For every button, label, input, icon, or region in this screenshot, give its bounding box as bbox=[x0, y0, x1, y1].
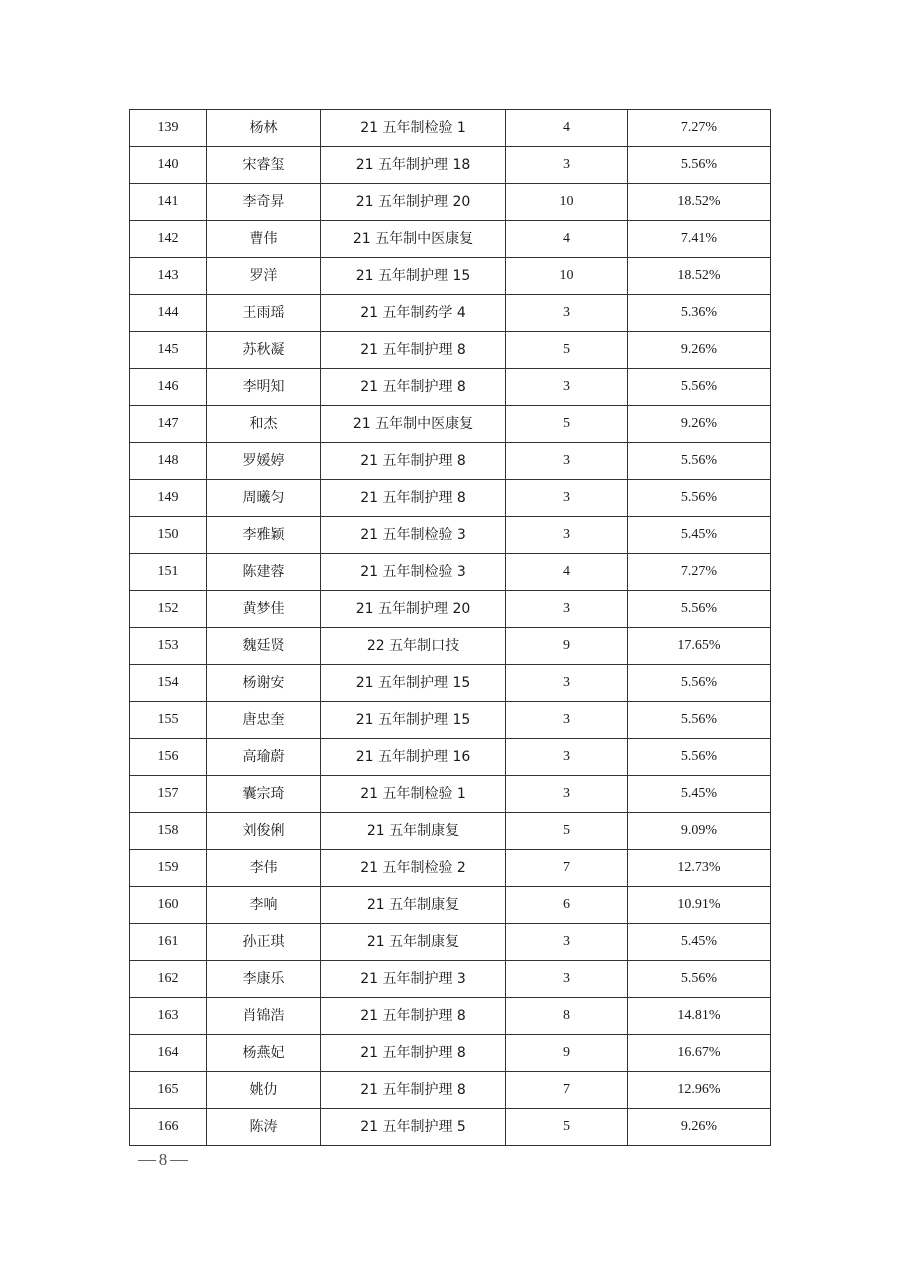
row-number-cell: 140 bbox=[130, 147, 207, 184]
percentage-cell: 14.81% bbox=[628, 998, 771, 1035]
student-name-cell: 李雅颖 bbox=[207, 517, 321, 554]
student-name-cell: 李明知 bbox=[207, 369, 321, 406]
student-name-cell: 罗洋 bbox=[207, 258, 321, 295]
table-row bbox=[130, 924, 771, 961]
percentage-cell: 17.65% bbox=[628, 628, 771, 665]
percentage-cell: 5.45% bbox=[628, 517, 771, 554]
count-cell: 7 bbox=[506, 850, 628, 887]
row-number-cell: 142 bbox=[130, 221, 207, 258]
class-name-cell: 21 五年制护理 8 bbox=[321, 480, 506, 517]
table-row bbox=[130, 591, 771, 628]
class-name-cell: 21 五年制护理 8 bbox=[321, 998, 506, 1035]
row-number-cell: 145 bbox=[130, 332, 207, 369]
percentage-cell: 16.67% bbox=[628, 1035, 771, 1072]
table-row bbox=[130, 739, 771, 776]
student-name-cell: 黄梦佳 bbox=[207, 591, 321, 628]
percentage-cell: 18.52% bbox=[628, 258, 771, 295]
percentage-cell: 5.56% bbox=[628, 591, 771, 628]
table-row bbox=[130, 776, 771, 813]
percentage-cell: 7.27% bbox=[628, 110, 771, 147]
row-number-cell: 144 bbox=[130, 295, 207, 332]
row-number-cell: 152 bbox=[130, 591, 207, 628]
row-number-cell: 166 bbox=[130, 1109, 207, 1146]
table-row bbox=[130, 110, 771, 147]
student-name-cell: 周曦匀 bbox=[207, 480, 321, 517]
row-number-cell: 141 bbox=[130, 184, 207, 221]
row-number-cell: 165 bbox=[130, 1072, 207, 1109]
row-number-cell: 151 bbox=[130, 554, 207, 591]
student-name-cell: 肖锦浩 bbox=[207, 998, 321, 1035]
table-row bbox=[130, 628, 771, 665]
student-name-cell: 罗媛婷 bbox=[207, 443, 321, 480]
class-name-cell: 21 五年制护理 8 bbox=[321, 369, 506, 406]
student-name-cell: 囊宗琦 bbox=[207, 776, 321, 813]
row-number-cell: 150 bbox=[130, 517, 207, 554]
row-number-cell: 157 bbox=[130, 776, 207, 813]
class-name-cell: 21 五年制护理 20 bbox=[321, 591, 506, 628]
student-name-cell: 李康乐 bbox=[207, 961, 321, 998]
row-number-cell: 161 bbox=[130, 924, 207, 961]
count-cell: 4 bbox=[506, 221, 628, 258]
count-cell: 3 bbox=[506, 961, 628, 998]
count-cell: 4 bbox=[506, 110, 628, 147]
count-cell: 9 bbox=[506, 628, 628, 665]
row-number-cell: 158 bbox=[130, 813, 207, 850]
percentage-cell: 5.56% bbox=[628, 739, 771, 776]
table-row bbox=[130, 702, 771, 739]
student-name-cell: 魏廷贤 bbox=[207, 628, 321, 665]
row-number-cell: 162 bbox=[130, 961, 207, 998]
student-name-cell: 陈涛 bbox=[207, 1109, 321, 1146]
student-name-cell: 宋睿玺 bbox=[207, 147, 321, 184]
percentage-cell: 7.27% bbox=[628, 554, 771, 591]
count-cell: 3 bbox=[506, 924, 628, 961]
table-row bbox=[130, 517, 771, 554]
count-cell: 9 bbox=[506, 1035, 628, 1072]
table-row bbox=[130, 369, 771, 406]
student-name-cell: 王雨瑶 bbox=[207, 295, 321, 332]
table-row bbox=[130, 813, 771, 850]
student-name-cell: 唐忠奎 bbox=[207, 702, 321, 739]
percentage-cell: 9.09% bbox=[628, 813, 771, 850]
percentage-cell: 9.26% bbox=[628, 1109, 771, 1146]
percentage-cell: 5.56% bbox=[628, 147, 771, 184]
student-name-cell: 姚仂 bbox=[207, 1072, 321, 1109]
percentage-cell: 7.41% bbox=[628, 221, 771, 258]
table-row bbox=[130, 147, 771, 184]
count-cell: 8 bbox=[506, 998, 628, 1035]
table-body bbox=[130, 110, 771, 1146]
percentage-cell: 5.36% bbox=[628, 295, 771, 332]
count-cell: 6 bbox=[506, 887, 628, 924]
class-name-cell: 21 五年制护理 8 bbox=[321, 1072, 506, 1109]
class-name-cell: 22 五年制口技 bbox=[321, 628, 506, 665]
count-cell: 5 bbox=[506, 813, 628, 850]
class-name-cell: 21 五年制检验 1 bbox=[321, 776, 506, 813]
page-number bbox=[134, 1150, 192, 1170]
student-name-cell: 高瑜蔚 bbox=[207, 739, 321, 776]
percentage-cell: 9.26% bbox=[628, 406, 771, 443]
percentage-cell: 18.52% bbox=[628, 184, 771, 221]
count-cell: 3 bbox=[506, 480, 628, 517]
class-name-cell: 21 五年制药学 4 bbox=[321, 295, 506, 332]
count-cell: 5 bbox=[506, 406, 628, 443]
count-cell: 3 bbox=[506, 702, 628, 739]
table-row bbox=[130, 332, 771, 369]
percentage-cell: 5.56% bbox=[628, 702, 771, 739]
count-cell: 3 bbox=[506, 147, 628, 184]
class-name-cell: 21 五年制中医康复 bbox=[321, 406, 506, 443]
count-cell: 3 bbox=[506, 665, 628, 702]
student-name-cell: 杨谢安 bbox=[207, 665, 321, 702]
count-cell: 10 bbox=[506, 258, 628, 295]
class-name-cell: 21 五年制护理 15 bbox=[321, 702, 506, 739]
row-number-cell: 156 bbox=[130, 739, 207, 776]
student-name-cell: 和杰 bbox=[207, 406, 321, 443]
row-number-cell: 154 bbox=[130, 665, 207, 702]
class-name-cell: 21 五年制康复 bbox=[321, 924, 506, 961]
count-cell: 7 bbox=[506, 1072, 628, 1109]
count-cell: 3 bbox=[506, 739, 628, 776]
class-name-cell: 21 五年制检验 1 bbox=[321, 110, 506, 147]
table-row bbox=[130, 1035, 771, 1072]
percentage-cell: 5.56% bbox=[628, 961, 771, 998]
student-name-cell: 刘俊俐 bbox=[207, 813, 321, 850]
count-cell: 3 bbox=[506, 295, 628, 332]
page-number-left-dash bbox=[138, 1160, 156, 1161]
class-name-cell: 21 五年制护理 3 bbox=[321, 961, 506, 998]
table-row bbox=[130, 665, 771, 702]
row-number-cell: 153 bbox=[130, 628, 207, 665]
percentage-cell: 12.73% bbox=[628, 850, 771, 887]
class-name-cell: 21 五年制康复 bbox=[321, 813, 506, 850]
class-name-cell: 21 五年制护理 8 bbox=[321, 443, 506, 480]
class-name-cell: 21 五年制护理 15 bbox=[321, 665, 506, 702]
row-number-cell: 147 bbox=[130, 406, 207, 443]
student-name-cell: 孙正琪 bbox=[207, 924, 321, 961]
count-cell: 3 bbox=[506, 369, 628, 406]
class-name-cell: 21 五年制检验 2 bbox=[321, 850, 506, 887]
count-cell: 3 bbox=[506, 591, 628, 628]
row-number-cell: 149 bbox=[130, 480, 207, 517]
student-name-cell: 李伟 bbox=[207, 850, 321, 887]
count-cell: 3 bbox=[506, 517, 628, 554]
student-name-cell: 苏秋凝 bbox=[207, 332, 321, 369]
table-row bbox=[130, 998, 771, 1035]
class-name-cell: 21 五年制检验 3 bbox=[321, 554, 506, 591]
table-row bbox=[130, 1109, 771, 1146]
percentage-cell: 5.45% bbox=[628, 776, 771, 813]
table-row bbox=[130, 887, 771, 924]
page-number-right-dash bbox=[170, 1160, 188, 1161]
table-row bbox=[130, 443, 771, 480]
table-row bbox=[130, 1072, 771, 1109]
percentage-cell: 9.26% bbox=[628, 332, 771, 369]
count-cell: 10 bbox=[506, 184, 628, 221]
table-row bbox=[130, 221, 771, 258]
student-name-cell: 李响 bbox=[207, 887, 321, 924]
row-number-cell: 148 bbox=[130, 443, 207, 480]
student-table bbox=[129, 109, 771, 1146]
class-name-cell: 21 五年制护理 8 bbox=[321, 332, 506, 369]
row-number-cell: 163 bbox=[130, 998, 207, 1035]
percentage-cell: 5.56% bbox=[628, 369, 771, 406]
percentage-cell: 5.56% bbox=[628, 443, 771, 480]
student-name-cell: 李奇昇 bbox=[207, 184, 321, 221]
row-number-cell: 143 bbox=[130, 258, 207, 295]
row-number-cell: 159 bbox=[130, 850, 207, 887]
class-name-cell: 21 五年制检验 3 bbox=[321, 517, 506, 554]
class-name-cell: 21 五年制中医康复 bbox=[321, 221, 506, 258]
count-cell: 4 bbox=[506, 554, 628, 591]
count-cell: 3 bbox=[506, 776, 628, 813]
row-number-cell: 164 bbox=[130, 1035, 207, 1072]
table-row bbox=[130, 295, 771, 332]
student-name-cell: 曹伟 bbox=[207, 221, 321, 258]
student-name-cell: 陈建蓉 bbox=[207, 554, 321, 591]
percentage-cell: 5.56% bbox=[628, 665, 771, 702]
class-name-cell: 21 五年制护理 5 bbox=[321, 1109, 506, 1146]
row-number-cell: 139 bbox=[130, 110, 207, 147]
class-name-cell: 21 五年制护理 8 bbox=[321, 1035, 506, 1072]
table-row bbox=[130, 184, 771, 221]
count-cell: 5 bbox=[506, 1109, 628, 1146]
percentage-cell: 5.45% bbox=[628, 924, 771, 961]
percentage-cell: 10.91% bbox=[628, 887, 771, 924]
percentage-cell: 12.96% bbox=[628, 1072, 771, 1109]
class-name-cell: 21 五年制护理 18 bbox=[321, 147, 506, 184]
class-name-cell: 21 五年制护理 16 bbox=[321, 739, 506, 776]
class-name-cell: 21 五年制护理 20 bbox=[321, 184, 506, 221]
table-row bbox=[130, 258, 771, 295]
class-name-cell: 21 五年制护理 15 bbox=[321, 258, 506, 295]
percentage-cell: 5.56% bbox=[628, 480, 771, 517]
table-row bbox=[130, 406, 771, 443]
count-cell: 5 bbox=[506, 332, 628, 369]
student-name-cell: 杨林 bbox=[207, 110, 321, 147]
table-row bbox=[130, 480, 771, 517]
student-name-cell: 杨燕妃 bbox=[207, 1035, 321, 1072]
page-number-value: 8 bbox=[158, 1150, 168, 1169]
row-number-cell: 160 bbox=[130, 887, 207, 924]
class-name-cell: 21 五年制康复 bbox=[321, 887, 506, 924]
table-row bbox=[130, 850, 771, 887]
table-row bbox=[130, 961, 771, 998]
row-number-cell: 155 bbox=[130, 702, 207, 739]
table-row bbox=[130, 554, 771, 591]
count-cell: 3 bbox=[506, 443, 628, 480]
row-number-cell: 146 bbox=[130, 369, 207, 406]
